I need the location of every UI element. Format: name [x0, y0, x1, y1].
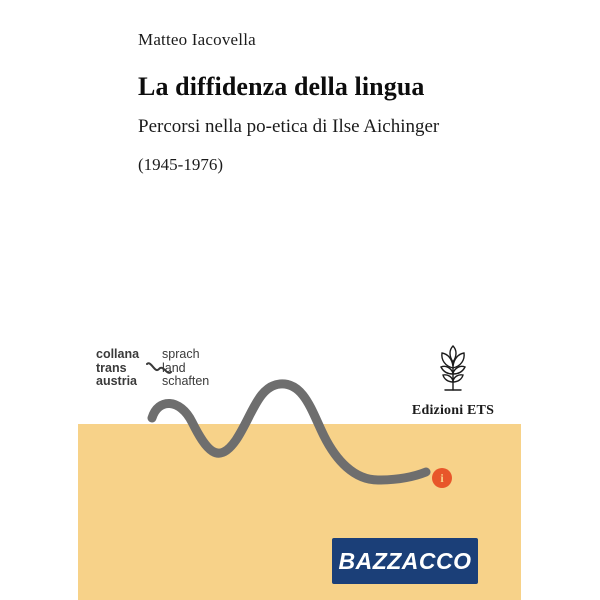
- imprint-label: BAZZACCO: [338, 548, 472, 574]
- ets-flower-emblem-icon: [431, 344, 475, 392]
- series-line-collana: collana: [96, 347, 140, 361]
- title-block: [138, 30, 558, 175]
- author-name: Matteo Iacovella: [138, 30, 256, 49]
- publisher-name: Edizioni ETS: [411, 403, 495, 418]
- book-title: La diffidenza della lingua: [138, 72, 425, 102]
- series-logo: [96, 348, 222, 392]
- series-line-schaften: schaften: [162, 374, 210, 388]
- imprint-badge: [332, 538, 478, 584]
- book-years: (1945-1976): [138, 155, 223, 175]
- series-line-austria: austria: [96, 374, 137, 388]
- book-subtitle: Percorsi nella po-etica di Ilse Aichinger: [138, 116, 440, 138]
- series-line-trans: trans: [96, 360, 127, 375]
- publisher-block: [398, 344, 508, 419]
- series-logo-right: [162, 348, 224, 389]
- series-line-land: land: [162, 360, 186, 375]
- status-dot: i: [432, 468, 452, 488]
- series-line-sprach: sprach: [162, 347, 200, 361]
